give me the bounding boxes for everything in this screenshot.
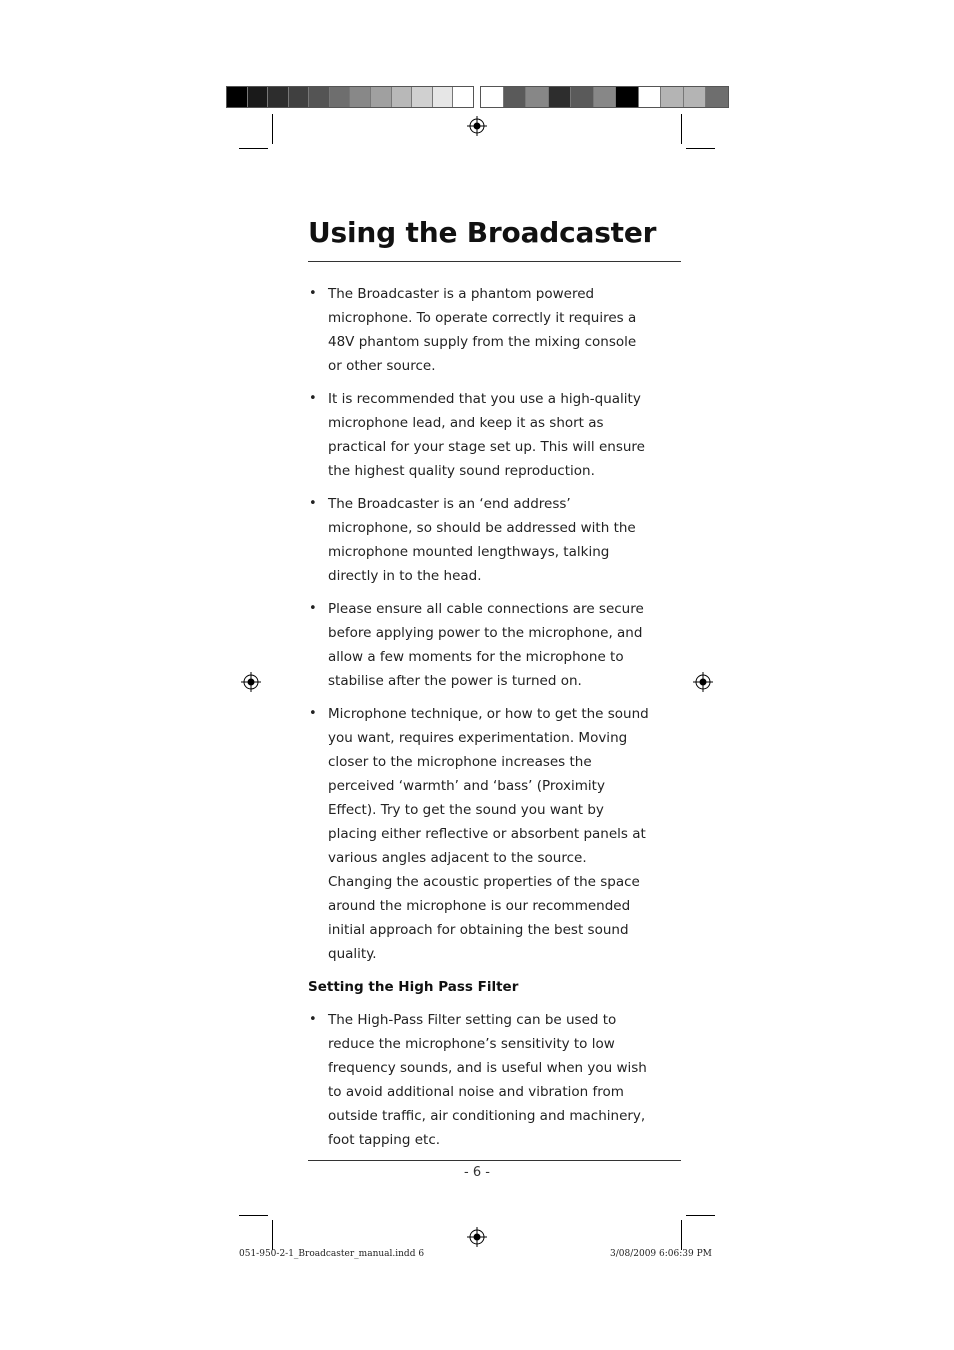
- list-item: [308, 492, 653, 588]
- crop-mark: [686, 148, 715, 149]
- color-swatch: [616, 87, 639, 107]
- color-swatch: [433, 87, 454, 107]
- color-swatch: [453, 87, 473, 107]
- crop-mark: [686, 1215, 715, 1216]
- crop-mark: [272, 1220, 273, 1250]
- list-item-text: The High-Pass Filter setting can be used to reduce the microphone’s sensitivity to low frequency sounds, and is useful when you wish to avoid additional noise and vibration from outside traffic, air conditioning and machinery, foot tapping etc.: [328, 1012, 647, 1148]
- color-swatch: [526, 87, 549, 107]
- color-swatch: [594, 87, 617, 107]
- bullet-icon: •: [309, 601, 317, 616]
- color-swatch: [392, 87, 413, 107]
- color-swatch: [227, 87, 248, 107]
- page-number: - 6 -: [464, 1165, 490, 1180]
- footer-divider: [308, 1160, 681, 1161]
- color-swatch: [504, 87, 527, 107]
- color-swatch: [412, 87, 433, 107]
- crop-mark: [272, 114, 273, 144]
- slug-filename: 051-950-2-1_Broadcaster_manual.indd 6: [239, 1249, 425, 1259]
- color-swatch: [706, 87, 728, 107]
- crop-mark: [681, 114, 682, 144]
- color-swatch: [248, 87, 269, 107]
- crop-mark: [239, 1215, 268, 1216]
- color-swatch: [661, 87, 684, 107]
- list-item-text: It is recommended that you use a high-quality microphone lead, and keep it as short as practical for your stage set up. This will ensure the highest quality sound reproduction.: [328, 391, 645, 479]
- list-item: [308, 387, 653, 483]
- list-item: [308, 702, 653, 966]
- bullet-icon: •: [309, 286, 317, 301]
- bullet-icon: •: [309, 706, 317, 721]
- registration-target-icon: [241, 672, 261, 692]
- color-swatch: [289, 87, 310, 107]
- content-body: [308, 282, 653, 1161]
- color-swatch: [330, 87, 351, 107]
- list-item-text: Please ensure all cable connections are secure before applying power to the microphone, and allow a few moments for the microphone to stabilise after the power is turned on.: [328, 601, 644, 689]
- crop-mark: [239, 148, 268, 149]
- list-item: [308, 1008, 653, 1152]
- color-swatch: [684, 87, 707, 107]
- registration-target-icon: [693, 672, 713, 692]
- slug-timestamp: 3/08/2009 6:06:39 PM: [610, 1249, 712, 1259]
- page-title: Using the Broadcaster: [308, 216, 657, 249]
- color-swatch: [371, 87, 392, 107]
- color-swatch: [309, 87, 330, 107]
- color-swatch: [481, 87, 504, 107]
- bullet-icon: •: [309, 1012, 317, 1027]
- section-heading: Setting the High Pass Filter: [308, 979, 519, 995]
- list-item-text: The Broadcaster is an ‘end address’ microphone, so should be addressed with the microphone mounted lengthways, talking directly in to the head.: [328, 496, 636, 584]
- crop-mark: [681, 1220, 682, 1250]
- color-calibration-bar-right: [480, 86, 729, 108]
- color-swatch: [350, 87, 371, 107]
- color-swatch: [268, 87, 289, 107]
- registration-target-icon: [467, 1227, 487, 1247]
- registration-target-icon: [467, 116, 487, 136]
- list-item: [308, 597, 653, 693]
- bullet-icon: •: [309, 391, 317, 406]
- list-item-text: Microphone technique, or how to get the sound you want, requires experimentation. Moving closer to the microphone increases the perceived ‘warmth’ and ‘bass’ (Proximity Effect). Try to get the sound you want by placing either reflective or absorbent panels at various angles adjacent to the source. Changing the acoustic properties of the space around the microphone is our recommended initial approach for obtaining the best sound quality.: [328, 706, 649, 962]
- bullet-icon: •: [309, 496, 317, 511]
- list-item: [308, 282, 653, 378]
- list-item-text: The Broadcaster is a phantom powered microphone. To operate correctly it requires a 48V phantom supply from the mixing console or other source.: [328, 286, 637, 374]
- color-calibration-bar-left: [226, 86, 474, 108]
- color-swatch: [549, 87, 572, 107]
- color-swatch: [571, 87, 594, 107]
- color-swatch: [639, 87, 662, 107]
- title-divider: [308, 261, 681, 262]
